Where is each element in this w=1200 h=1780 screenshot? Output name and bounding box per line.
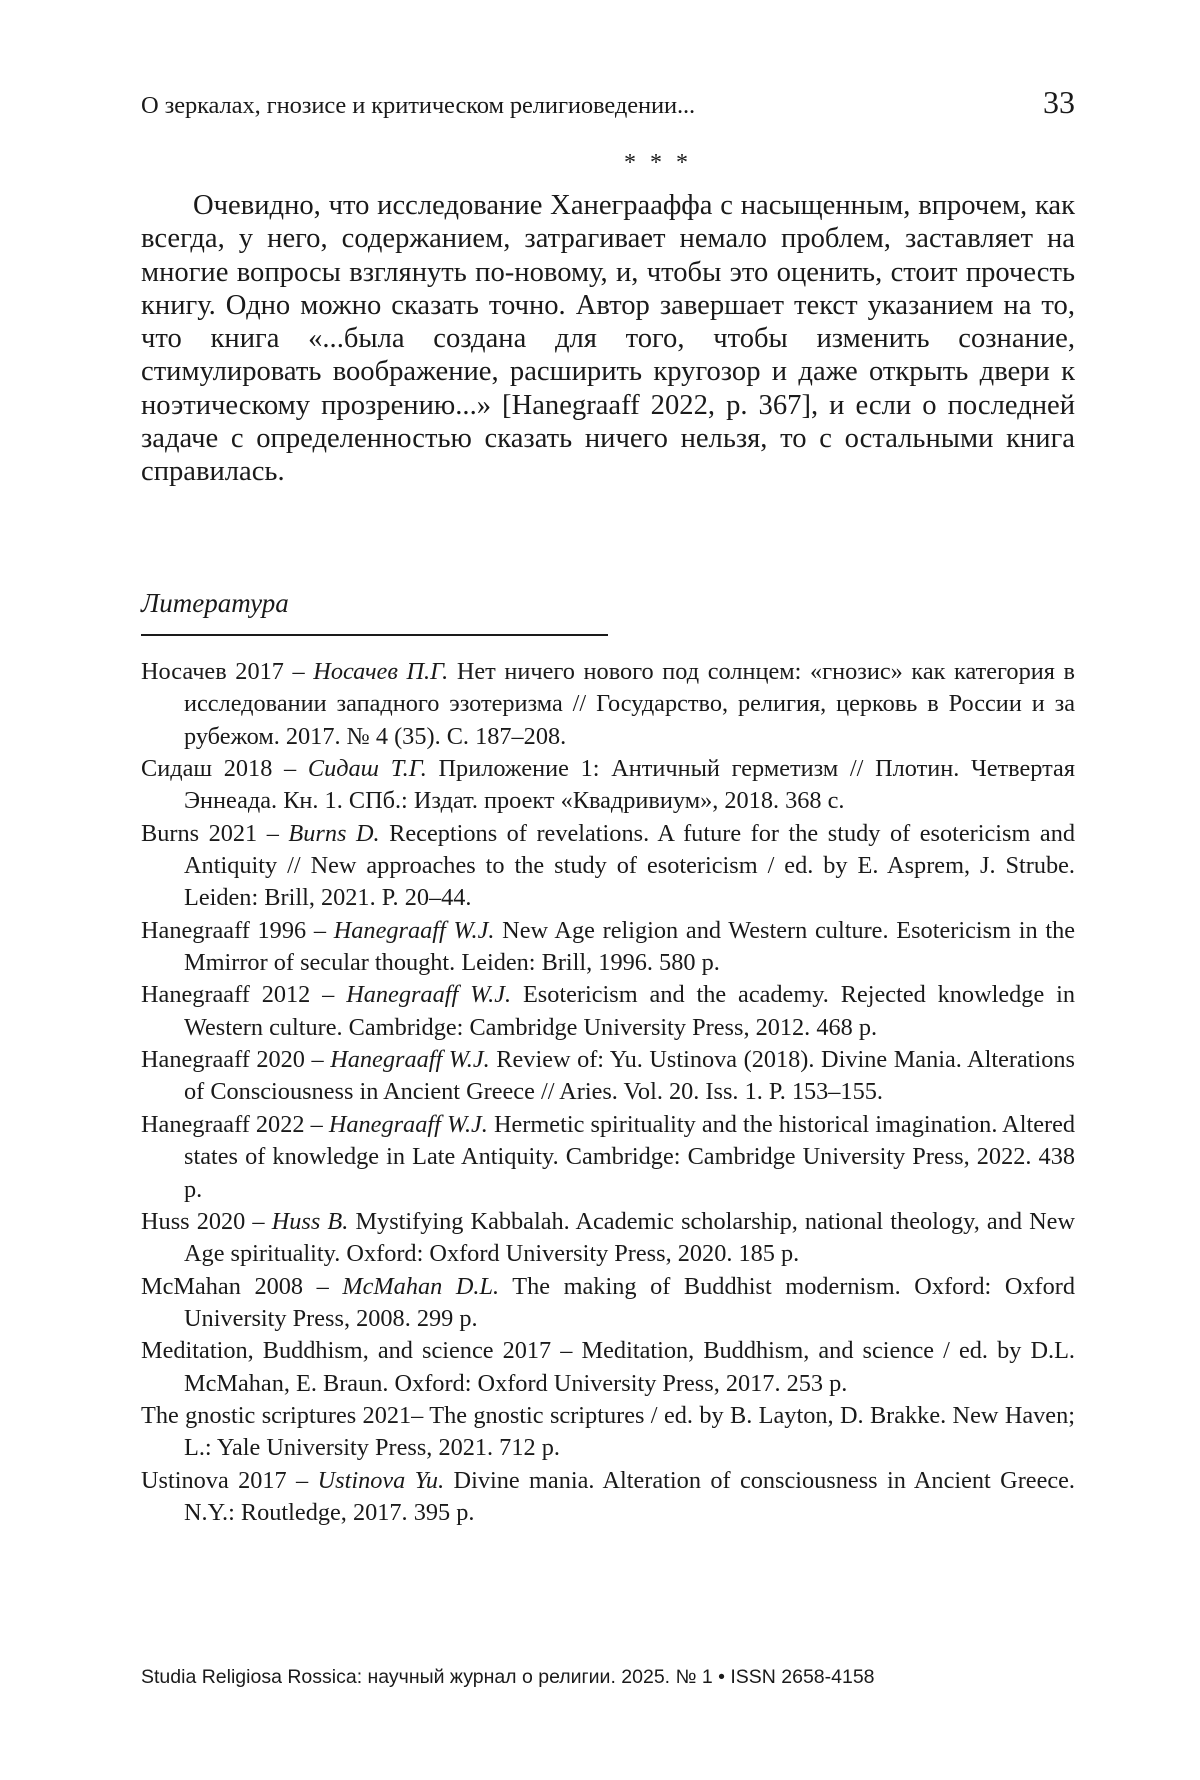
reference-key: Hanegraaff 1996 – bbox=[141, 916, 334, 944]
page-number: 33 bbox=[1043, 84, 1075, 120]
reference-text: Mystifying Kabbalah. Academic scholarship, national theology, and New Age spirituality. Oxford: Oxford University Press, 2020. 185 p. bbox=[184, 1207, 1075, 1268]
reference-author: Hanegraaff W.J. bbox=[330, 1046, 490, 1074]
reference-key: Hanegraaff 2012 – bbox=[141, 981, 347, 1009]
reference-text: Нет ничего нового под солнцем: «гнозис» как категория в исследовании западного эзотеризма // Государство, религия, церковь в России и за рубежом. 2017. № 4 (35). С. 187–208. bbox=[184, 658, 1075, 750]
reference-entry bbox=[141, 1271, 1075, 1336]
reference-author: Huss B. bbox=[271, 1207, 349, 1235]
reference-entry bbox=[141, 979, 1075, 1044]
reference-author: McMahan D.L. bbox=[342, 1272, 500, 1300]
reference-author: Носачев П.Г. bbox=[313, 658, 449, 685]
reference-text: New Age religion and Western culture. Esotericism in the Mmirror of secular thought. Leiden: Brill, 1996. 580 p. bbox=[184, 916, 1075, 977]
journal-page bbox=[141, 0, 1075, 1780]
reference-entry bbox=[141, 1335, 1075, 1400]
reference-entry bbox=[141, 1109, 1075, 1206]
reference-text: Meditation, Buddhism, and science / ed. by D.L. McMahan, E. Braun. Oxford: Oxford University Press, 2017. 253 p. bbox=[184, 1337, 1075, 1397]
literature-heading: Литература bbox=[141, 588, 289, 618]
reference-entry bbox=[141, 915, 1075, 980]
reference-list bbox=[141, 656, 1075, 1529]
section-separator: * * * bbox=[624, 150, 692, 176]
reference-text: Review of: Yu. Ustinova (2018). Divine Mania. Alterations of Consciousness in Ancient Greece // Aries. Vol. 20. Iss. 1. P. 153–155. bbox=[184, 1046, 1076, 1106]
reference-key: Носачев 2017 – bbox=[141, 658, 314, 685]
journal-footer: Studia Religiosa Rossica: научный журнал о религии. 2025. № 1 • ISSN 2658-4158 bbox=[141, 1666, 875, 1688]
reference-author: Burns D. bbox=[288, 819, 380, 847]
reference-key: Huss 2020 – bbox=[141, 1207, 272, 1235]
reference-key: The gnostic scriptures 2021– bbox=[141, 1401, 430, 1429]
reference-text: The making of Buddhist modernism. Oxford: Oxford University Press, 2008. 299 p. bbox=[184, 1272, 1075, 1332]
reference-key: Burns 2021 – bbox=[141, 819, 289, 847]
reference-key: Hanegraaff 2022 – bbox=[141, 1110, 329, 1138]
page-header bbox=[141, 84, 1075, 124]
reference-key: Сидаш 2018 – bbox=[141, 755, 308, 783]
reference-text: Divine mania. Alteration of consciousness in Ancient Greece. N.Y.: Routledge, 2017. 395 p. bbox=[184, 1466, 1076, 1526]
reference-entry bbox=[141, 818, 1075, 915]
reference-entry bbox=[141, 656, 1075, 753]
closing-paragraph: Очевидно, что исследование Ханеграаффа с насыщенным, впрочем, как всегда, у него, содержанием, затрагивает немало проблем, заставляет на многие вопросы взглянуть по-новому, и, чтобы это оценить, стоит прочесть книгу. Одно можно сказать точно. Автор завершает текст указанием на то, что книга «...была создана для того, чтобы изменить сознание, стимулировать воображение, расширить кругозор и даже открыть двери к ноэтическому прозрению...» [Hanegraaff 2022, p. 367], и если о последней задаче с определенностью сказать ничего нельзя, то с остальными книга справилась. bbox=[141, 190, 1075, 488]
reference-entry bbox=[141, 1400, 1075, 1465]
reference-author: Сидаш Т.Г. bbox=[307, 755, 427, 783]
reference-entry bbox=[141, 1465, 1075, 1530]
reference-author: Hanegraaff W.J. bbox=[328, 1110, 488, 1138]
reference-text: Приложение 1: Античный герметизм // Плотин. Четвертая Эннеада. Кн. 1. СПб.: Издат. проект «Квадривиум», 2018. 368 с. bbox=[184, 755, 1075, 815]
reference-key: McMahan 2008 – bbox=[141, 1272, 343, 1300]
reference-key: Hanegraaff 2020 – bbox=[141, 1046, 331, 1074]
reference-text: The gnostic scriptures / ed. by B. Layton, D. Brakke. New Haven; L.: Yale University Press, 2021. 712 p. bbox=[184, 1401, 1075, 1462]
reference-text: Esotericism and the academy. Rejected knowledge in Western culture. Cambridge: Cambridge University Press, 2012. 468 p. bbox=[184, 981, 1076, 1041]
reference-key: Meditation, Buddhism, and science 2017 – bbox=[141, 1337, 582, 1365]
reference-text: Hermetic spirituality and the historical imagination. Altered states of knowledge in Late Antiquity. Cambridge: Cambridge University Press, 2022. 438 p. bbox=[184, 1110, 1075, 1203]
running-title: О зеркалах, гнозисе и критическом религиоведении... bbox=[141, 92, 696, 119]
heading-rule bbox=[141, 634, 608, 636]
reference-author: Hanegraaff W.J. bbox=[333, 916, 495, 944]
reference-author: Ustinova Yu. bbox=[317, 1466, 445, 1494]
reference-text: Receptions of revelations. A future for the study of esotericism and Antiquity // New approaches to the study of esotericism / ed. by E. Asprem, J. Strube. Leiden: Brill, 2021. P. 20–44. bbox=[184, 819, 1075, 912]
reference-entry bbox=[141, 1044, 1075, 1109]
reference-entry bbox=[141, 753, 1075, 818]
reference-key: Ustinova 2017 – bbox=[141, 1466, 318, 1494]
reference-author: Hanegraaff W.J. bbox=[346, 981, 512, 1009]
reference-entry bbox=[141, 1206, 1075, 1271]
